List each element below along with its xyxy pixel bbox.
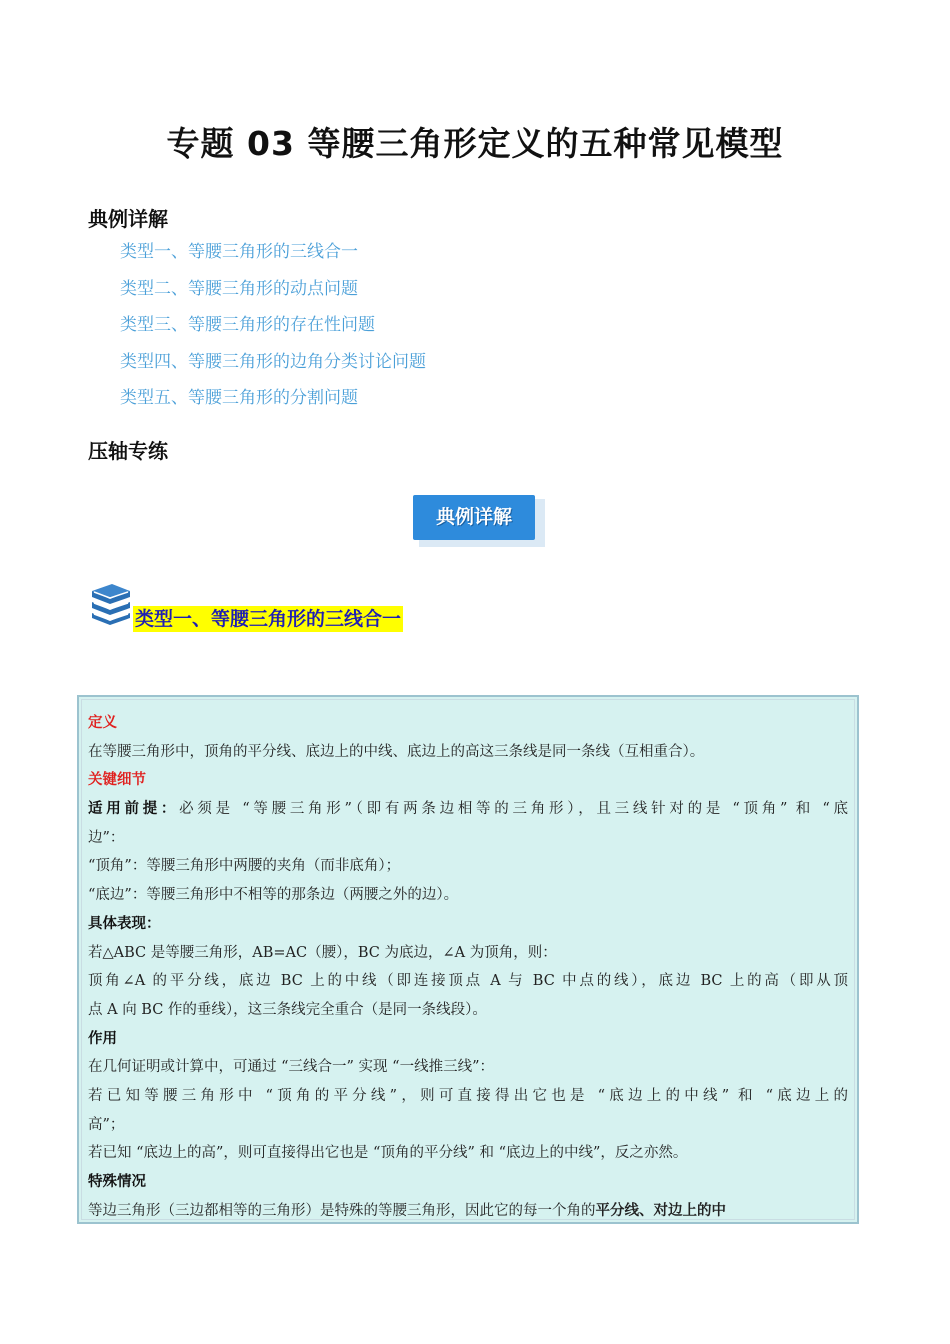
books-stack-icon	[88, 583, 134, 625]
concrete-text-2: 顶角∠A 的平分线，底边 BC 上的中线（即连接顶点 A 与 BC 中点的线），底边 BC 上的高（即从顶	[88, 973, 848, 990]
key-details-label: 关键细节	[88, 772, 146, 789]
definition-box	[77, 695, 859, 1224]
use-text-4: 若已知 “底边上的高”，则可直接得出它也是 “顶角的平分线” 和 “底边上的中线”，反之亦然。	[88, 1145, 688, 1162]
concrete-text: 若△ABC 是等腰三角形，AB=AC（腰），BC 为底边，∠A 为顶角，则：	[88, 944, 557, 961]
toc-link-type-5[interactable]: 类型五、等腰三角形的分割问题	[120, 388, 358, 408]
concrete-text-3: 点 A 向 BC 作的垂线），这三条线完全重合（是同一条线段）。	[88, 1001, 487, 1018]
toc-link-type-2[interactable]: 类型二、等腰三角形的动点问题	[120, 278, 358, 299]
concrete-label: 具体表现：	[88, 915, 161, 932]
use-label: 作用	[88, 1030, 117, 1047]
use-text-3: 高”；	[88, 1116, 125, 1133]
practice-heading: 压轴专练	[88, 439, 168, 463]
toc-link-type-3[interactable]: 类型三、等腰三角形的存在性问题	[120, 315, 375, 335]
toc-link-type-4[interactable]: 类型四、等腰三角形的边角分类讨论问题	[120, 351, 426, 372]
special-case-bold-text: 平分线、对边上的中	[595, 1202, 726, 1219]
type-1-heading: 类型一、等腰三角形的三线合一	[135, 608, 402, 630]
badge-label: 典例详解	[435, 506, 512, 528]
special-case-label: 特殊情况	[88, 1174, 146, 1190]
definition-label: 定义	[88, 715, 117, 731]
definition-text: 在等腰三角形中，顶角的平分线、底边上的中线、底边上的高这三条线是同一条线（互相重合）。	[88, 743, 705, 760]
toc-heading: 典例详解	[88, 207, 168, 231]
premise-text-cont: 边”：	[88, 829, 125, 846]
page-title: 专题 03 等腰三角形定义的五种常见模型	[166, 124, 784, 163]
table-of-contents	[120, 240, 426, 423]
base-side-text: “底边”：等腰三角形中不相等的那条边（两腰之外的边）。	[88, 887, 459, 904]
use-text: 在几何证明或计算中，可通过 “三线合一” 实现 “一线推三线”：	[88, 1059, 494, 1076]
special-case-text: 等边三角形（三边都相等的三角形）是特殊的等腰三角形，因此它的每一个角的	[88, 1202, 596, 1219]
vertex-angle-text: “顶角”：等腰三角形中两腰的夹角（而非底角）；	[88, 858, 401, 875]
toc-link-type-1[interactable]: 类型一、等腰三角形的三线合一	[120, 242, 358, 262]
premise-text: 必须是 “等腰三角形”（即有两条边相等的三角形），且三线针对的是 “顶角” 和 “底	[179, 801, 849, 818]
section-badge	[413, 492, 545, 548]
use-text-2: 若已知等腰三角形中 “顶角的平分线”，则可直接得出它也是 “底边上的中线” 和 “底边上的	[88, 1087, 848, 1104]
premise-label: 适用前提：	[88, 801, 180, 818]
